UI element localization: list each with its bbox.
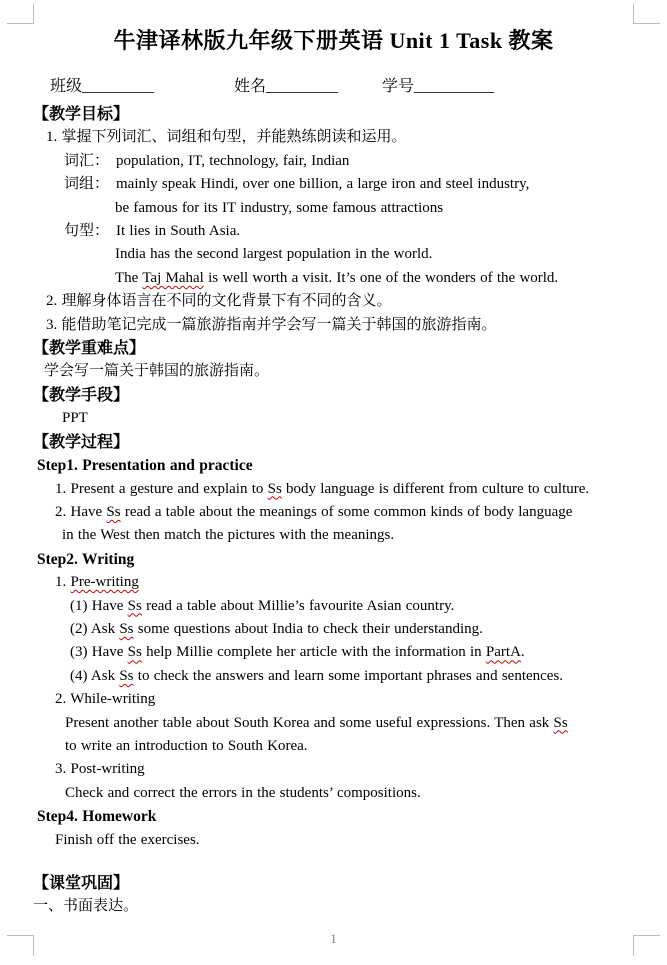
patterns-line-3 — [0, 267, 667, 290]
patterns-row — [0, 220, 667, 243]
vocab-content: population, IT, technology, fair, Indian — [116, 152, 350, 169]
text-segment: to check the answers and learn some important phrases and sentences. — [133, 667, 564, 684]
step1-item-1 — [0, 478, 667, 501]
section-heading-consolidation: 【课堂巩固】 — [33, 875, 130, 892]
prewriting-item-4 — [0, 665, 667, 688]
text-segment: (2) Ask — [70, 620, 120, 637]
patterns-line-2: India has the second largest population in the world. — [115, 246, 433, 263]
postwriting-line-1: Check and correct the errors in the students’ compositions. — [65, 784, 421, 801]
field-label: 姓名 — [234, 78, 267, 95]
aids-text: PPT — [62, 410, 88, 427]
prewriting-item-1 — [0, 595, 667, 618]
goal-item-1: 1. 掌握下列词汇、词组和句型，并能熟练朗读和运用。 — [46, 129, 407, 146]
step4-line-1: Finish off the exercises. — [55, 831, 200, 848]
student-field-class — [50, 75, 154, 98]
document-body — [0, 103, 667, 919]
section-heading-process: 【教学过程】 — [33, 433, 130, 451]
text-segment: help Millie complete her article with the information in — [141, 644, 486, 661]
text-segment: read a table about the meanings of some common kinds of body language — [120, 503, 573, 520]
spellcheck-underline: Pre-writing — [70, 574, 139, 591]
section-heading-aids: 【教学手段】 — [33, 386, 130, 404]
text-segment: (1) Have — [70, 597, 128, 614]
key-points-text: 学会写一篇关于韩国的旅游指南。 — [44, 363, 270, 380]
postwriting-label: 3. Post-writing — [55, 761, 145, 778]
page-number: 1 — [330, 931, 337, 946]
step2-heading: Step2. Writing — [37, 550, 135, 568]
prewriting-item-3 — [0, 641, 667, 664]
prewriting-label — [0, 571, 667, 594]
field-blank: _________ — [82, 78, 155, 95]
prewriting-item-2 — [0, 618, 667, 641]
field-label: 班级 — [50, 78, 83, 95]
text-segment: The — [115, 269, 143, 286]
spellcheck-underline: Ss — [119, 667, 134, 684]
goal-item-3: 3. 能借助笔记完成一篇旅游指南并学会写一篇关于韩国的旅游指南。 — [46, 316, 497, 333]
vocab-label: 词汇： — [64, 152, 110, 169]
whilewriting-line-2: to write an introduction to South Korea. — [65, 737, 308, 754]
whilewriting-line-1 — [0, 712, 667, 735]
field-blank: _________ — [266, 78, 339, 95]
patterns-content: It lies in South Asia. — [116, 223, 241, 240]
text-segment: 2. Have — [55, 503, 107, 520]
spellcheck-underline: Ss — [106, 503, 121, 520]
text-segment: some questions about India to check their understanding. — [133, 620, 483, 637]
field-blank: __________ — [414, 78, 495, 95]
text-segment: . — [520, 644, 525, 661]
spellcheck-underline: Ss — [127, 644, 142, 661]
spellcheck-underline: Ss — [267, 480, 282, 497]
section-heading-key-points: 【教学重难点】 — [33, 340, 146, 358]
vocab-row — [0, 150, 667, 173]
spellcheck-underline: Ss — [127, 597, 142, 614]
text-segment: Present another table about South Korea and some useful expressions. Then ask — [65, 714, 554, 731]
spellcheck-underline: Taj Mahal — [142, 269, 204, 286]
text-segment: 1. Present a gesture and explain to — [55, 480, 268, 497]
phrases-cont: be famous for its IT industry, some famous attractions — [115, 199, 444, 216]
crop-mark-top-left — [7, 3, 34, 24]
crop-mark-top-right — [633, 3, 660, 24]
step1-item-2 — [0, 501, 667, 524]
text-segment: (4) Ask — [70, 667, 120, 684]
spellcheck-underline: Ss — [553, 714, 568, 731]
goal-item-2: 2. 理解身体语言在不同的文化背景下有不同的含义。 — [46, 293, 392, 310]
step1-heading: Step1. Presentation and practice — [37, 457, 253, 475]
patterns-label: 句型： — [64, 223, 110, 240]
text-segment: read a table about Millie’s favourite Asian country. — [141, 597, 455, 614]
phrases-row — [0, 173, 667, 196]
phrases-content: mainly speak Hindi, over one billion, a large iron and steel industry, — [116, 176, 530, 193]
text-segment: 1. — [55, 574, 71, 591]
consolidation-item-1: 一、书面表达。 — [33, 898, 139, 915]
spellcheck-underline: PartA — [485, 644, 521, 661]
whilewriting-label: 2. While-writing — [55, 691, 156, 708]
text-segment: is well worth a visit. It’s one of the wonders of the world. — [203, 269, 559, 286]
section-heading-goals: 【教学目标】 — [33, 106, 130, 123]
field-label: 学号 — [382, 78, 415, 95]
student-field-name — [234, 75, 338, 98]
student-field-number — [382, 75, 494, 98]
step1-item-2-cont: in the West then match the pictures with the meanings. — [62, 527, 395, 544]
page-title: 牛津译林版九年级下册英语 Unit 1 Task 教案 — [113, 28, 554, 53]
phrases-label: 词组： — [64, 176, 110, 193]
student-info-row — [0, 75, 667, 98]
step4-heading: Step4. Homework — [37, 808, 157, 826]
text-segment: (3) Have — [70, 644, 128, 661]
spellcheck-underline: Ss — [119, 620, 134, 637]
text-segment: body language is different from culture to culture. — [281, 480, 590, 497]
